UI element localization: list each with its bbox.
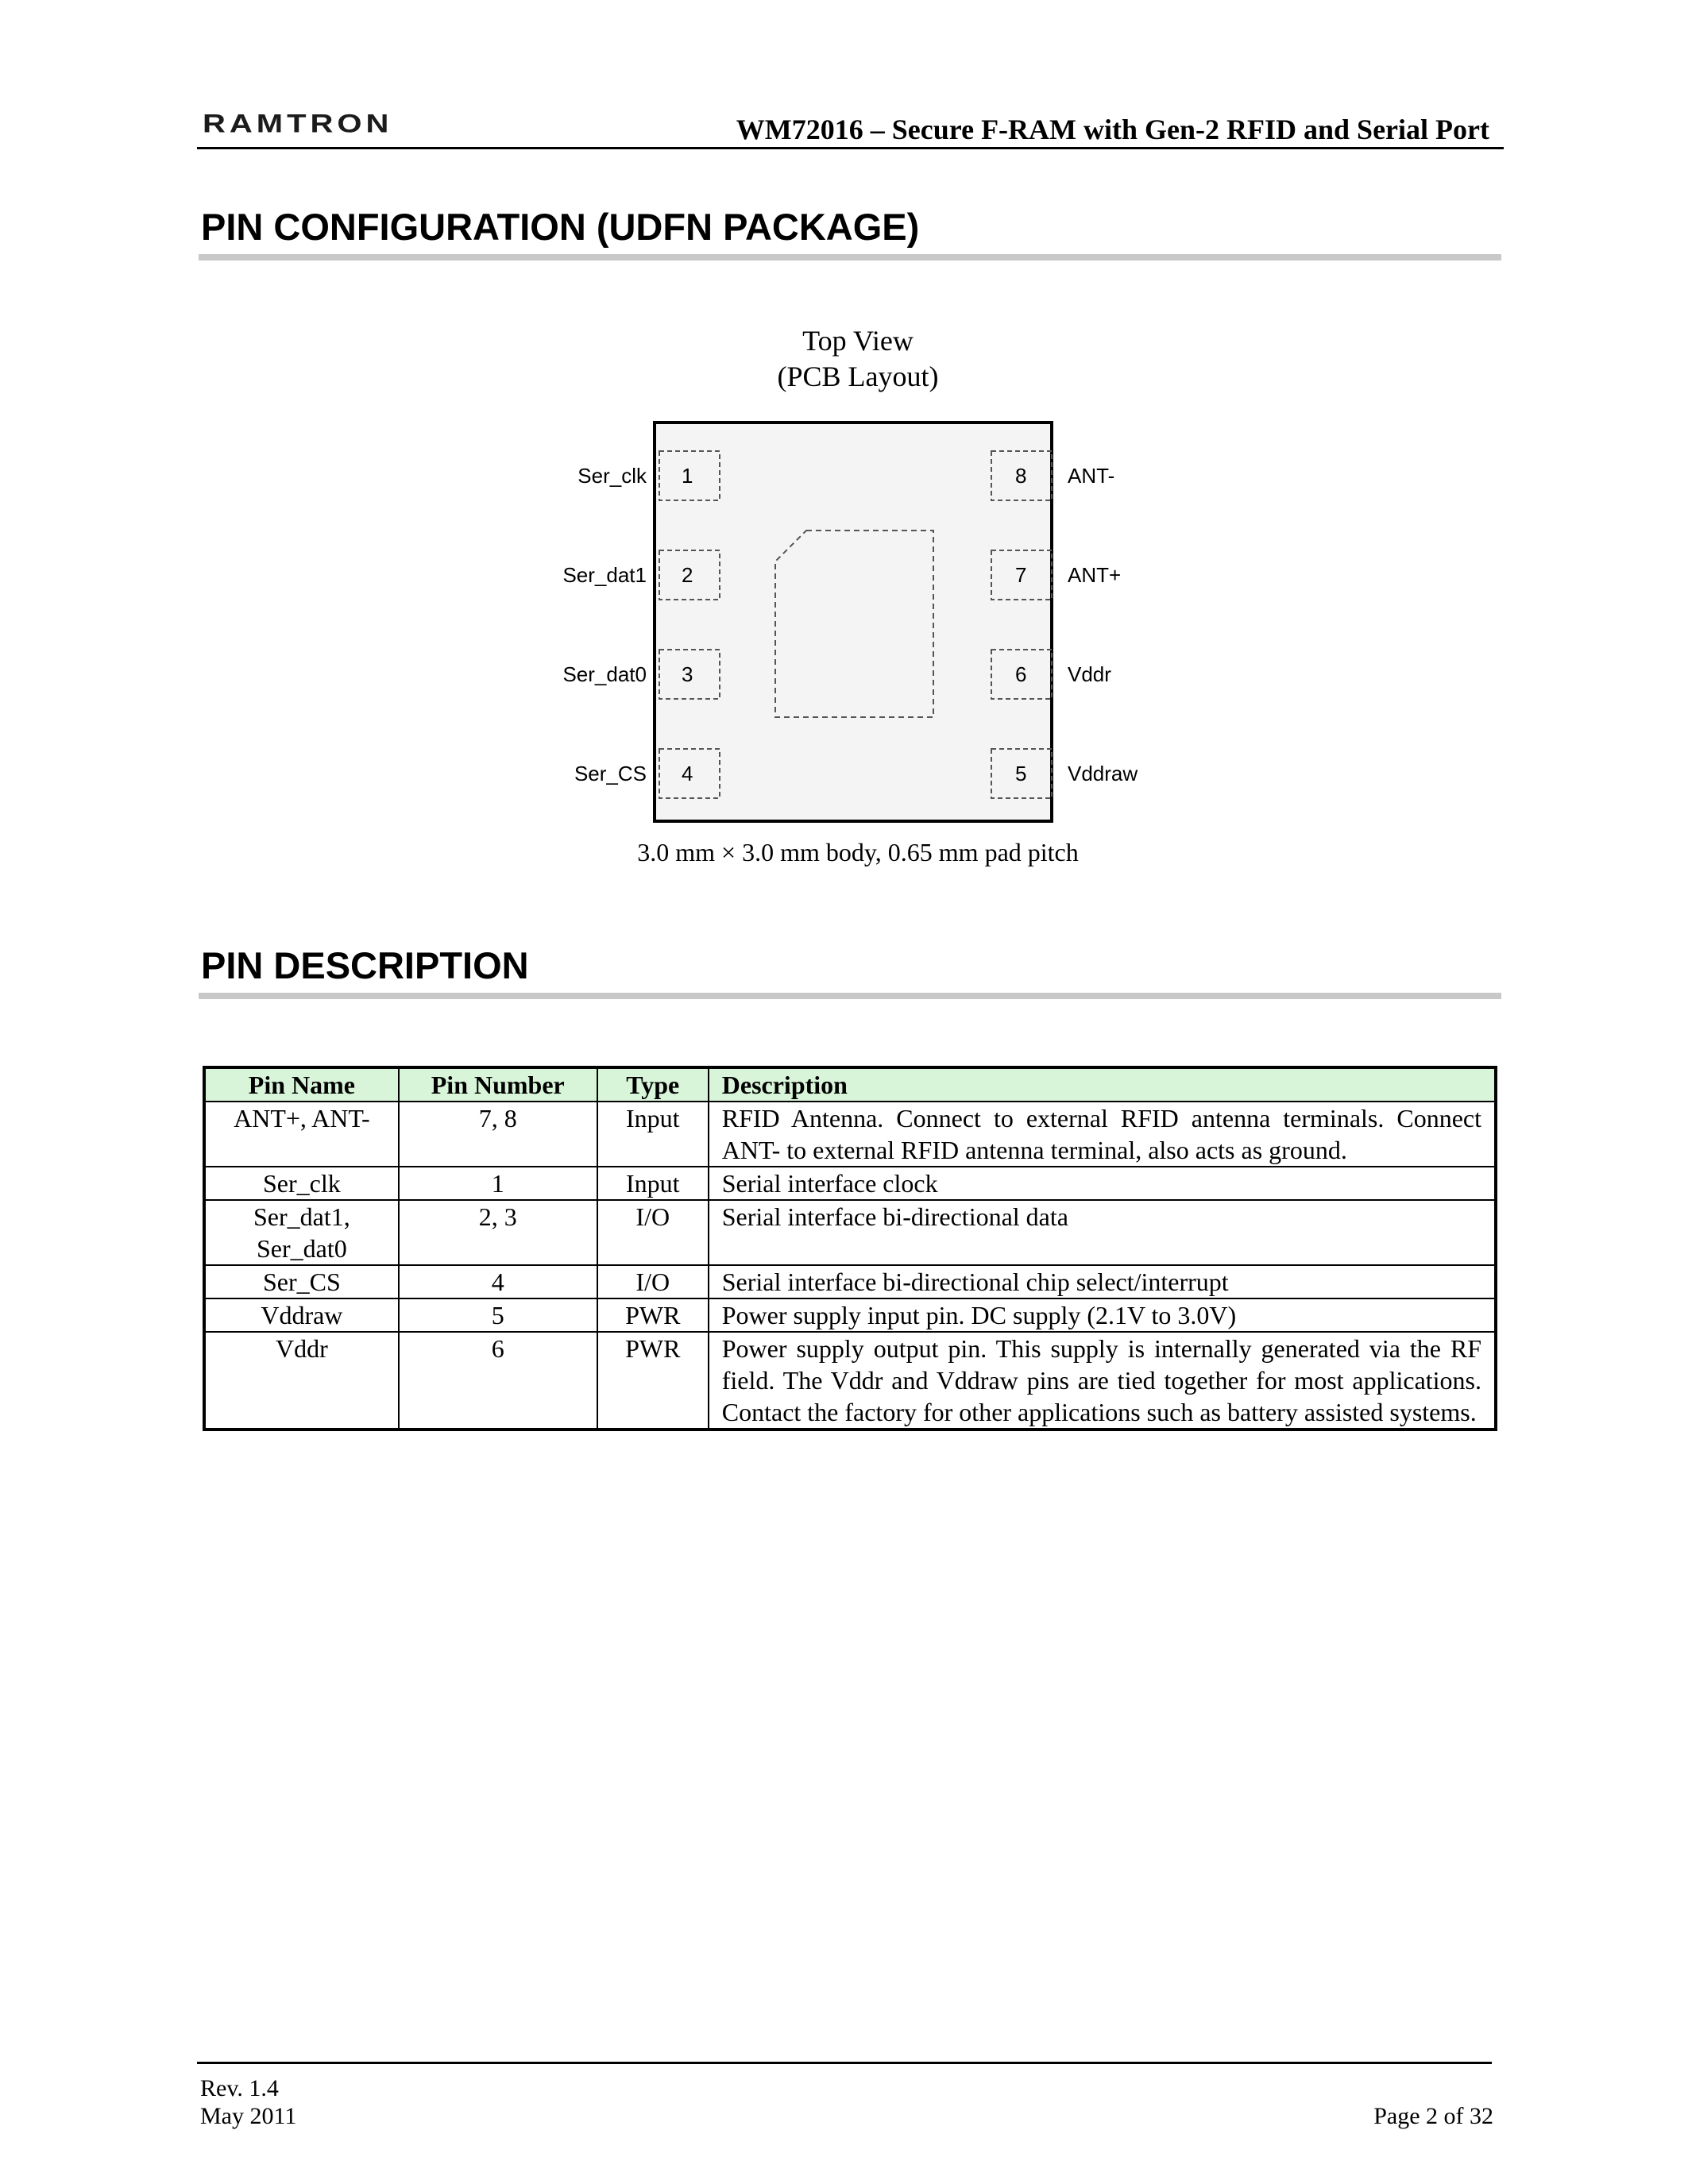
pad-number: 6	[1015, 662, 1027, 686]
pad-number: 8	[1015, 464, 1027, 488]
cell-type: I/O	[597, 1265, 709, 1298]
cell-description: Serial interface bi-directional chip select/interrupt	[709, 1265, 1496, 1298]
column-header-pin-name: Pin Name	[204, 1067, 399, 1102]
cell-pin-number: 1	[399, 1167, 597, 1200]
footer-date: May 2011	[200, 2103, 297, 2129]
cell-pin-name: ANT+, ANT-	[204, 1102, 399, 1167]
cell-pin-name: Vddraw	[204, 1298, 399, 1332]
table-row	[204, 1265, 1496, 1298]
footer-revision: Rev. 1.4	[200, 2075, 279, 2101]
ramtron-logo: RAMTRON	[203, 110, 393, 139]
package-dimensions-note: 3.0 mm × 3.0 mm body, 0.65 mm pad pitch	[637, 838, 1079, 866]
cell-type: I/O	[597, 1200, 709, 1265]
pad-number: 5	[1015, 762, 1027, 785]
cell-pin-name: Ser_CS	[204, 1265, 399, 1298]
cell-pin-name: Ser_clk	[204, 1167, 399, 1200]
cell-description: Serial interface bi-directional data	[709, 1200, 1496, 1265]
pad-number: 3	[682, 662, 693, 686]
pad-number: 2	[682, 563, 693, 587]
udfn-package-diagram	[540, 421, 1176, 834]
diagram-caption-top-view: Top View	[802, 325, 914, 357]
cell-pin-number: 7, 8	[399, 1102, 597, 1167]
table-row	[204, 1200, 1496, 1265]
pin-description-heading: PIN DESCRIPTION	[201, 944, 529, 986]
pad-number: 7	[1015, 563, 1027, 587]
cell-description: RFID Antenna. Connect to external RFID antenna terminals. Connect ANT- to external RFID antenna terminal, also acts as ground.	[709, 1102, 1496, 1167]
footer-page-number: Page 2 of 32	[1373, 2103, 1493, 2129]
document-title: WM72016 – Secure F-RAM with Gen-2 RFID and Serial Port	[736, 114, 1489, 145]
pad-number: 1	[682, 464, 693, 488]
pin-description-table	[203, 1066, 1497, 1431]
cell-type: PWR	[597, 1298, 709, 1332]
cell-pin-number: 6	[399, 1332, 597, 1430]
pin-label: Ser_clk	[577, 464, 647, 488]
column-header-type: Type	[597, 1067, 709, 1102]
cell-description: Power supply output pin. This supply is internally generated via the RF field. The Vddr and Vddraw pins are tied together for most applications. Contact the factory for other applications such as battery assisted systems.	[709, 1332, 1496, 1430]
table-row	[204, 1332, 1496, 1430]
cell-pin-number: 5	[399, 1298, 597, 1332]
cell-type: Input	[597, 1102, 709, 1167]
cell-description: Power supply input pin. DC supply (2.1V to 3.0V)	[709, 1298, 1496, 1332]
table-header-row	[204, 1067, 1496, 1102]
table-row	[204, 1102, 1496, 1167]
pin-label: Vddr	[1068, 662, 1111, 686]
header-rule	[197, 147, 1504, 149]
pin-label: ANT+	[1068, 563, 1122, 587]
pin-label: Ser_dat0	[562, 662, 647, 686]
cell-description: Serial interface clock	[709, 1167, 1496, 1200]
column-header-pin-number: Pin Number	[399, 1067, 597, 1102]
table-row	[204, 1167, 1496, 1200]
pin-configuration-heading: PIN CONFIGURATION (UDFN PACKAGE)	[201, 206, 920, 248]
pin-description-rule	[199, 993, 1501, 999]
pin-label: Vddraw	[1068, 762, 1138, 785]
cell-pin-number: 4	[399, 1265, 597, 1298]
cell-pin-name: Vddr	[204, 1332, 399, 1430]
pin-configuration-rule	[199, 254, 1501, 260]
pin-label: Ser_dat1	[562, 563, 647, 587]
cell-pin-number: 2, 3	[399, 1200, 597, 1265]
column-header-description: Description	[709, 1067, 1496, 1102]
pad-number: 4	[682, 762, 693, 785]
cell-type: Input	[597, 1167, 709, 1200]
footer-rule	[197, 2062, 1492, 2064]
cell-type: PWR	[597, 1332, 709, 1430]
cell-pin-name: Ser_dat1, Ser_dat0	[204, 1200, 399, 1265]
table-row	[204, 1298, 1496, 1332]
pin-label: Ser_CS	[574, 762, 647, 785]
pin-label: ANT-	[1068, 464, 1115, 488]
diagram-caption-pcb-layout: (PCB Layout)	[777, 361, 939, 392]
